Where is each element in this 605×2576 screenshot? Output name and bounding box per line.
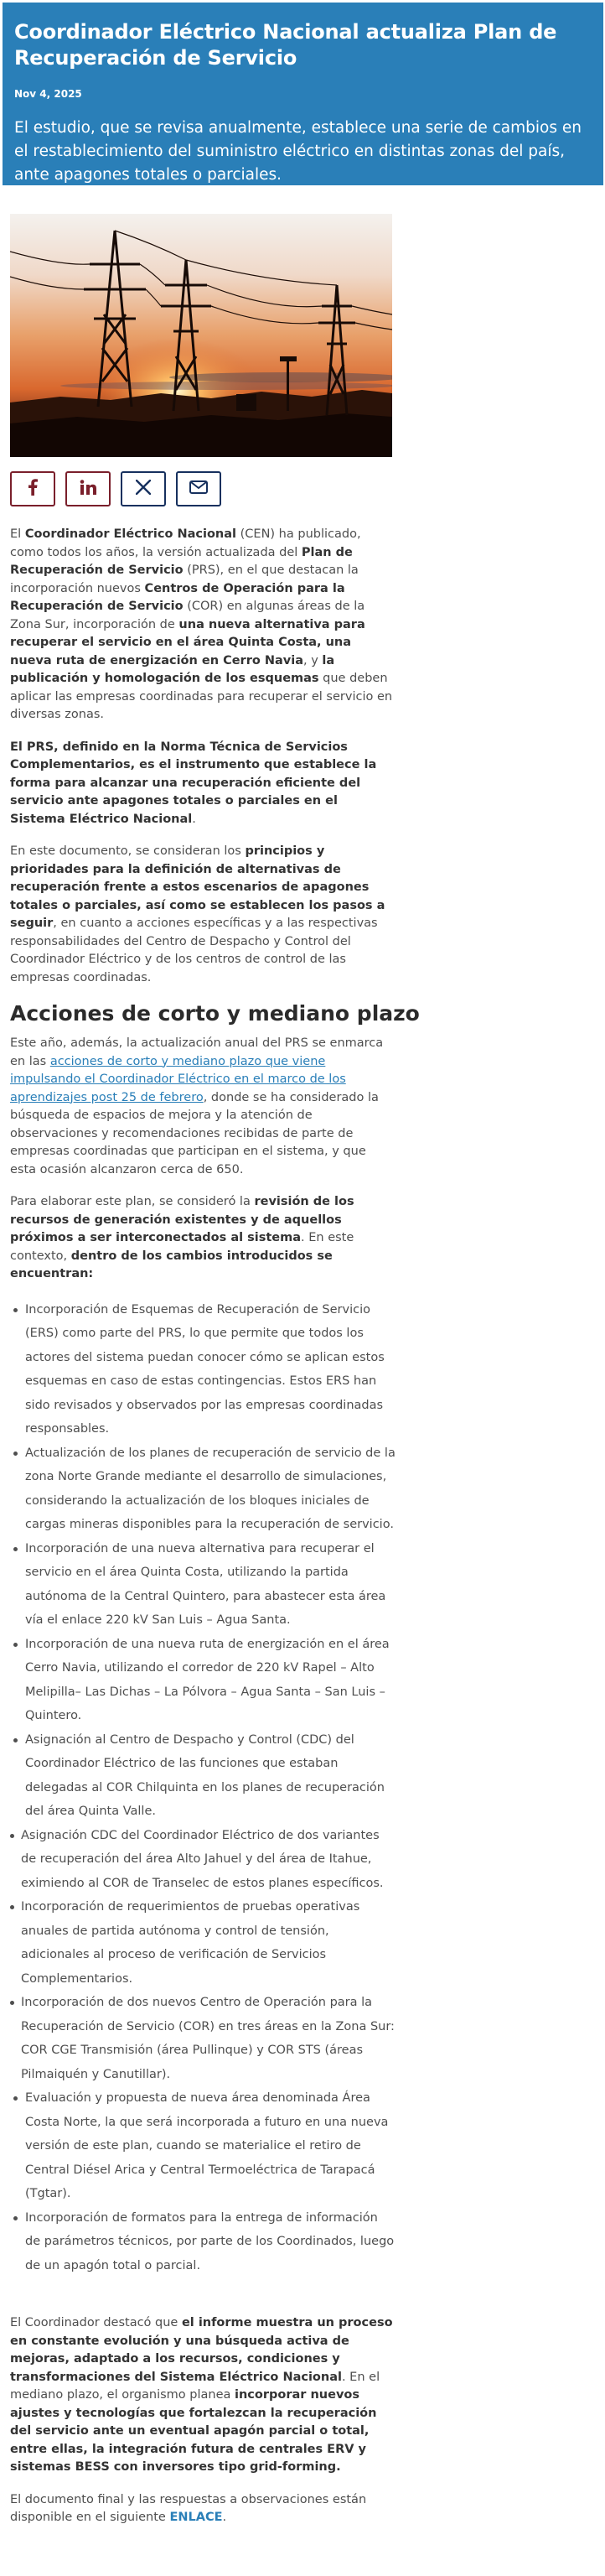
article-body (10, 526, 420, 2542)
list-item: Incorporación de dos nuevos Centro de Operación para la Recuperación de Servicio (COR) en tres áreas en la Zona Sur: COR CGE Transmisión (área Pullinque) y COR STS (áreas Pilmaiquén y Canutillar). (10, 1991, 396, 2086)
paragraph-principles: En este documento, se consideran los principios y prioridades para la definición de alternativas de recuperación frente a estos escenarios de apagones totales o parciales, así como se establecen los pasos a seguir, en cuanto a acciones específicas y a las respectivas responsabilidades del Centro de Despacho y Control del Coordinador Eléctrico y de los centros de control de las empresas coordinadas. (10, 844, 385, 984)
share-facebook-button[interactable] (10, 471, 55, 506)
article-lead: El estudio, que se revisa anualmente, establece una serie de cambios en el restablecimiento del suministro eléctrico en distintas zonas del país, ante apagones totales o parciales. (14, 119, 582, 184)
list-item: Incorporación de requerimientos de pruebas operativas anuales de partida autónoma y control de tensión, adicionales al proceso de verificación de Servicios Complementarios. (10, 1895, 396, 1991)
list-item: Evaluación y propuesta de nueva área denominada Área Costa Norte, la que será incorporada a futuro en una nueva versión de este plan, cuando se materialice el retiro de Central Diésel Arica y Central Termoeléctrica de Tarapacá (Tgtar). (10, 2086, 396, 2206)
paragraph-changes-intro: Para elaborar este plan, se consideró la revisión de los recursos de generación existentes y de aquellos próximos a ser interconectados al sistema. En este contexto, dentro de los cambios introducidos se encuentran: (10, 1195, 354, 1280)
paragraph-prs-definition: El PRS, definido en la Norma Técnica de Servicios Complementarios, es el instrumento que establece la forma para alcanzar una recuperación eficiente del servicio ante apagones totales o parciales en el Sistema Eléctrico Nacional. (10, 740, 377, 826)
actions-link[interactable]: acciones de corto y mediano plazo que viene impulsando el Coordinador Eléctrico en el marco de los aprendizajes post 25 de febrero (10, 1054, 346, 1104)
x-icon (136, 480, 151, 499)
list-item: Incorporación de Esquemas de Recuperación de Servicio (ERS) como parte del PRS, lo que permite que todos los actores del sistema puedan conocer cómo se aplican estos esquemas en caso de estas contingencias. Estos ERS han sido revisados y observados por las empresas coordinadas responsables. (10, 1298, 396, 1441)
hero-image (10, 214, 392, 457)
list-item: Actualización de los planes de recuperación de servicio de la zona Norte Grande mediante el desarrollo de simulaciones, considerando la actualización de los bloques iniciales de cargas mineras disponibles para la recuperación de servicio. (10, 1441, 396, 1537)
share-x-button[interactable] (121, 471, 166, 506)
list-item: Asignación CDC del Coordinador Eléctrico de dos variantes de recuperación del área Alto Jahuel y del área de Itahue, eximiendo al COR de Transelec de estos planes específicos. (10, 1824, 396, 1896)
share-linkedin-button[interactable] (65, 471, 111, 506)
document-link[interactable]: ENLACE (169, 2511, 223, 2524)
list-item: Asignación al Centro de Despacho y Control (CDC) del Coordinador Eléctrico de las funciones que estaban delegadas al COR Chilquinta en los planes de recuperación del área Quinta Valle. (10, 1728, 396, 1824)
linkedin-icon (80, 480, 96, 499)
list-item: Incorporación de una nueva ruta de energización en el área Cerro Navia, utilizando el corredor de 220 kV Rapel – Alto Melipilla– Las Dichas – La Pólvora – Agua Santa – San Luis – Quintero. (10, 1633, 396, 1728)
paragraph-intro: El Coordinador Eléctrico Nacional (CEN) ha publicado, como todos los años, la versión actualizada del Plan de Recuperación de Servicio (PRS), en el que destacan la incorporación nuevos Centros de Operación para la Recuperación de Servicio (COR) en algunas áreas de la Zona Sur, incorporación de una nueva alternativa para recuperar el servicio en el área Quinta Costa, una nueva ruta de energización en Cerro Navia, y la publicación y homologación de los esquemas que deben aplicar las empresas coordinadas para recuperar el servicio en diversas zonas. (10, 527, 393, 721)
facebook-icon (28, 479, 38, 500)
changes-list (10, 1298, 396, 2278)
section-heading: Acciones de corto y mediano plazo (10, 1001, 420, 1026)
article-date: Nov 4, 2025 (14, 88, 82, 100)
share-bar (10, 471, 221, 506)
list-item: Incorporación de una nueva alternativa para recuperar el servicio en el área Quinta Costa, utilizando la partida autónoma de la Central Quintero, para abastecer esta área vía el enlace 220 kV San Luis – Agua Santa. (10, 1537, 396, 1633)
list-item: Incorporación de formatos para la entrega de información de parámetros técnicos, por parte de los Coordinados, luego de un apagón total o parcial. (10, 2206, 396, 2278)
paragraph-document-link: El documento final y las respuestas a observaciones están disponible en el siguiente ENLACE. (10, 2492, 367, 2524)
paragraph-conclusion: El Coordinador destacó que el informe muestra un proceso en constante evolución y una búsqueda activa de mejoras, adaptado a los recursos, condiciones y transformaciones del Sistema Eléctrico Nacional. En el mediano plazo, el organismo planea incorporar nuevos ajustes y tecnologías que fortalezcan la recuperación del servicio ante un eventual apagón parcial o total, entre ellas, la integración futura de centrales ERV y sistemas BESS con inversores tipo grid-forming. (10, 2316, 393, 2474)
article-header (3, 3, 603, 185)
share-email-button[interactable] (176, 471, 221, 506)
email-icon (189, 480, 208, 498)
paragraph-actions: Este año, además, la actualización anual del PRS se enmarca en las acciones de corto y mediano plazo que viene impulsando el Coordinador Eléctrico en el marco de los aprendizajes post 25 de febrero, donde se ha considerado la búsqueda de espacios de mejora y la atención de observaciones y recomendaciones recibidas de parte de empresas coordinadas que participan en el sistema, y que esta ocasión alcanzaron cerca de 650. (10, 1036, 384, 1176)
article-title: Coordinador Eléctrico Nacional actualiza Plan de Recuperación de Servicio (14, 20, 557, 70)
power-lines-sunset-photo (10, 214, 392, 457)
